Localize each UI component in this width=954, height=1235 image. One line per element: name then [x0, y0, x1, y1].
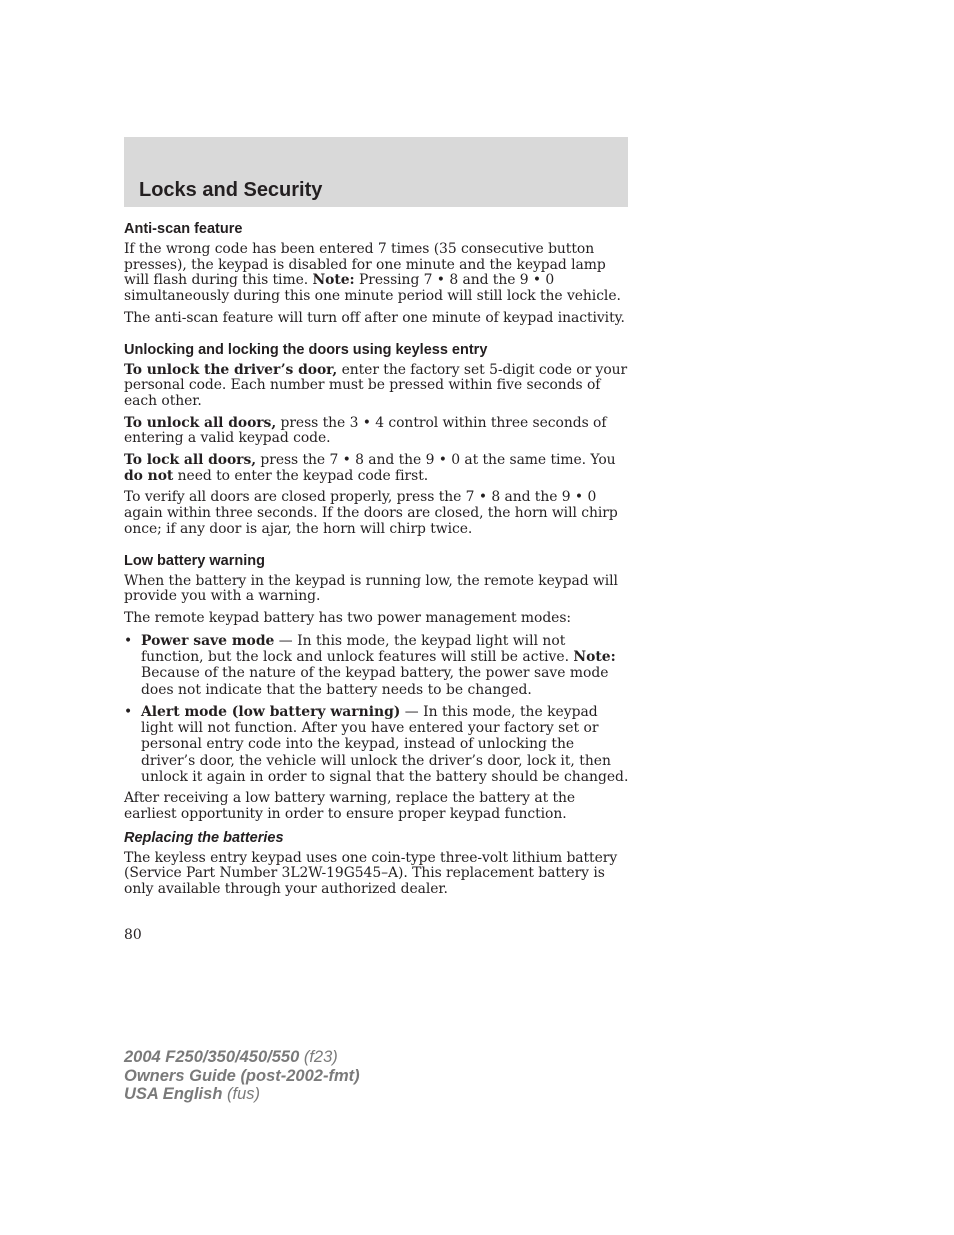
- section-title: Locks and Security: [139, 179, 323, 201]
- low-battery-paragraph-2: The remote keypad battery has two power management modes:: [124, 609, 572, 626]
- bold-lead: Power save mode: [141, 632, 275, 649]
- keyless-paragraph-1: [124, 363, 630, 410]
- bullet-icon: •: [124, 703, 133, 720]
- language-code: (fus): [222, 1085, 260, 1103]
- heading-low-battery: Low battery warning: [124, 552, 265, 569]
- anti-scan-paragraph-1: [124, 242, 630, 305]
- bold-lead: To unlock all doors,: [124, 414, 277, 431]
- bold-lead: To lock all doors,: [124, 452, 257, 469]
- text: — In this mode, the keypad light will not function, but the lock and unlock features will still be active.: [141, 632, 574, 665]
- page-number: 80: [124, 927, 142, 943]
- bold-lead: To unlock the driver’s door,: [124, 361, 338, 378]
- text: need to enter the keypad code first.: [173, 467, 429, 484]
- text: enter the factory set 5-digit code or your personal code. Each number must be pressed within five seconds of each other.: [124, 361, 628, 409]
- low-battery-paragraph-1: When the battery in the keypad is running low, the remote keypad will provide you with a warning.: [124, 572, 618, 605]
- keyless-paragraph-4: To verify all doors are closed properly, press the 7 • 8 and the 9 • 0 again within three seconds. If the doors are closed, the horn will chirp once; if any door is ajar, the horn will chirp twice.: [124, 489, 618, 537]
- text: — In this mode, the keypad light will not function. After you have entered your factory set or personal entry code into the keypad, instead of unlocking the driver’s door, the vehicle will unlock the driver’s door, lock it, then unlock it again in order to signal that the battery should be changed.: [141, 703, 629, 786]
- text: press the 7 • 8 and the 9 • 0 at the same time. You: [256, 452, 616, 469]
- low-battery-paragraph-3: After receiving a low battery warning, replace the battery at the earliest opportunity in order to ensure proper keypad function.: [124, 790, 576, 823]
- footer-line-2: [124, 1067, 360, 1086]
- page-content: [124, 220, 630, 904]
- text: If the wrong code has been entered 7 times (35 consecutive button presses), the keypad is disabled for one minute and the keypad lamp will flash during this time.: [124, 241, 606, 289]
- section-header-band: [124, 137, 628, 207]
- power-modes-list: [124, 633, 630, 786]
- note-label: Note:: [573, 648, 616, 665]
- keyless-paragraph-2: [124, 416, 630, 447]
- bold-lead: Alert mode (low battery warning): [141, 703, 401, 720]
- text: press the 3 • 4 control within three seconds of entering a valid keypad code.: [124, 414, 607, 447]
- bullet-icon: •: [124, 632, 133, 649]
- note-label: Note:: [312, 272, 355, 289]
- model-label: 2004 F250/350/450/550: [124, 1048, 300, 1066]
- document-footer: [124, 1048, 360, 1104]
- replacing-paragraph-1: The keyless entry keypad uses one coin-type three-volt lithium battery (Service Part Number 3L2W-19G545–A). This replacement battery is only available through your authorized dealer.: [124, 849, 618, 898]
- guide-label: Owners Guide (post-2002-fmt): [124, 1066, 360, 1085]
- footer-line-1: [124, 1048, 360, 1067]
- heading-replacing-batteries: Replacing the batteries: [124, 829, 284, 846]
- anti-scan-paragraph-2: The anti-scan feature will turn off after one minute of keypad inactivity.: [124, 309, 625, 326]
- model-code: (f23): [299, 1048, 338, 1066]
- keyless-paragraph-3: [124, 453, 630, 484]
- list-item: [124, 633, 630, 698]
- footer-line-3: [124, 1085, 360, 1104]
- text: Because of the nature of the keypad battery, the power save mode does not indicate that the battery needs to be changed.: [141, 665, 609, 698]
- heading-keyless-entry: Unlocking and locking the doors using keyless entry: [124, 341, 488, 358]
- language-label: USA English: [124, 1085, 223, 1103]
- list-item: [124, 704, 630, 785]
- text: Pressing 7 • 8 and the 9 • 0 simultaneously during this one minute period will still lock the vehicle.: [124, 272, 621, 305]
- heading-anti-scan: Anti-scan feature: [124, 221, 243, 237]
- bold-emphasis: do not: [124, 467, 174, 484]
